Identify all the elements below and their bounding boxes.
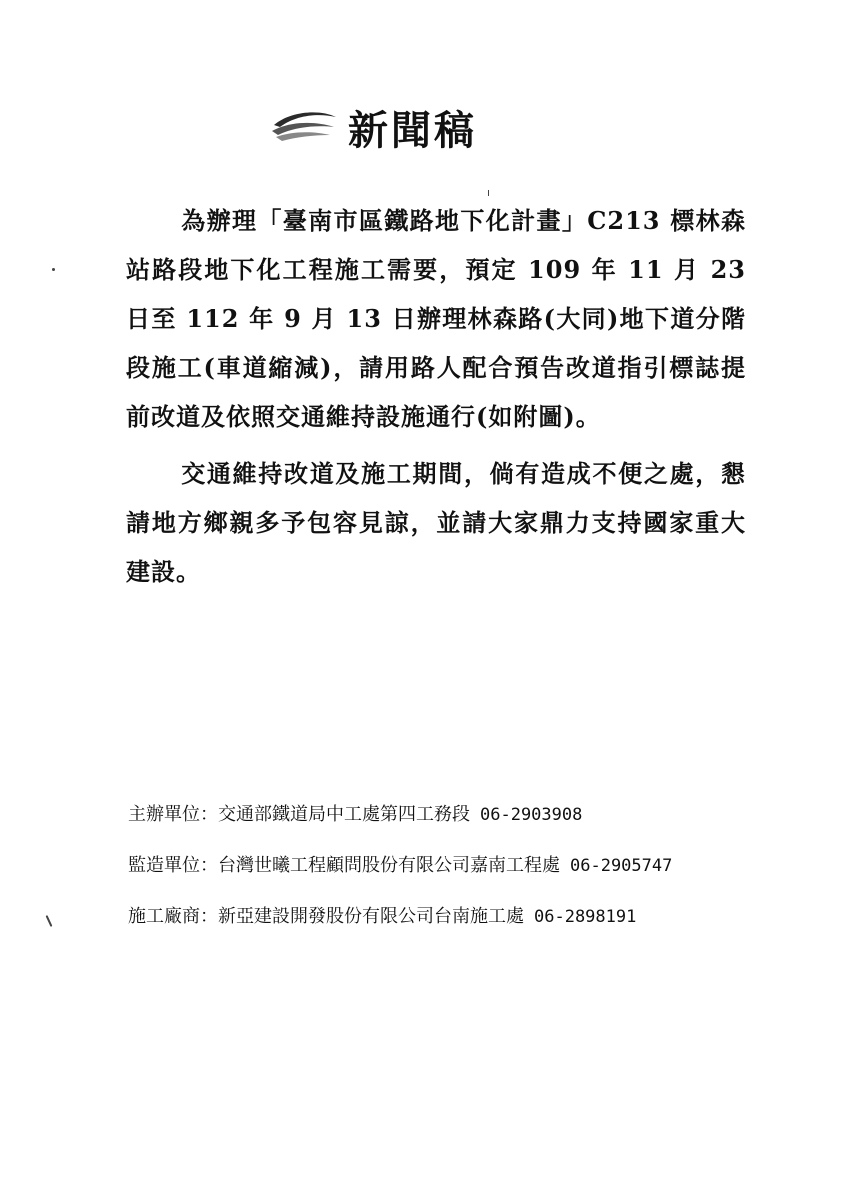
contact-label: 監造單位 bbox=[128, 855, 200, 876]
contact-org: 交通部鐵道局中工處第四工務段 bbox=[218, 804, 470, 825]
body-paragraph-2: 交通維持改道及施工期間，倘有造成不便之處，懇請地方鄉親多予包容見諒，並請大家鼎力支持國家重大建設。 bbox=[126, 459, 746, 586]
contact-phone: 06-2898191 bbox=[534, 907, 637, 927]
body-paragraph-1: 為辦理「臺南市區鐵路地下化計畫」C213 標林森站路段地下化工程施工需要，預定 109 年 11 月 23 日至 112 年 9 月 13 日辦理林森路(大同)地下道分階段施工(車道縮減)，請用路人配合預告改道指引標誌提前改道及依照交通維持設施通行(如附圖)。 bbox=[126, 206, 746, 431]
contact-row-contractor bbox=[128, 897, 768, 948]
scan-speck bbox=[52, 268, 55, 271]
contact-row-supervisor bbox=[128, 846, 768, 897]
contact-phone: 06-2903908 bbox=[480, 805, 583, 825]
press-release-header bbox=[270, 92, 477, 162]
scan-speck bbox=[488, 190, 489, 196]
contact-label: 主辦單位 bbox=[128, 804, 200, 825]
contact-label: 施工廠商 bbox=[128, 906, 200, 927]
press-release-body bbox=[126, 196, 746, 604]
swoosh-logo-icon bbox=[270, 105, 340, 149]
contact-separator: ： bbox=[200, 855, 218, 876]
contact-phone: 06-2905747 bbox=[570, 856, 673, 876]
contact-org: 新亞建設開發股份有限公司台南施工處 bbox=[218, 906, 524, 927]
contact-separator: ： bbox=[200, 906, 218, 927]
contact-org: 台灣世曦工程顧問股份有限公司嘉南工程處 bbox=[218, 855, 560, 876]
contacts-section bbox=[128, 795, 768, 948]
contact-separator: ： bbox=[200, 804, 218, 825]
contact-row-organizer bbox=[128, 795, 768, 846]
page-title: 新聞稿 bbox=[348, 106, 477, 154]
scan-speck bbox=[46, 915, 53, 927]
